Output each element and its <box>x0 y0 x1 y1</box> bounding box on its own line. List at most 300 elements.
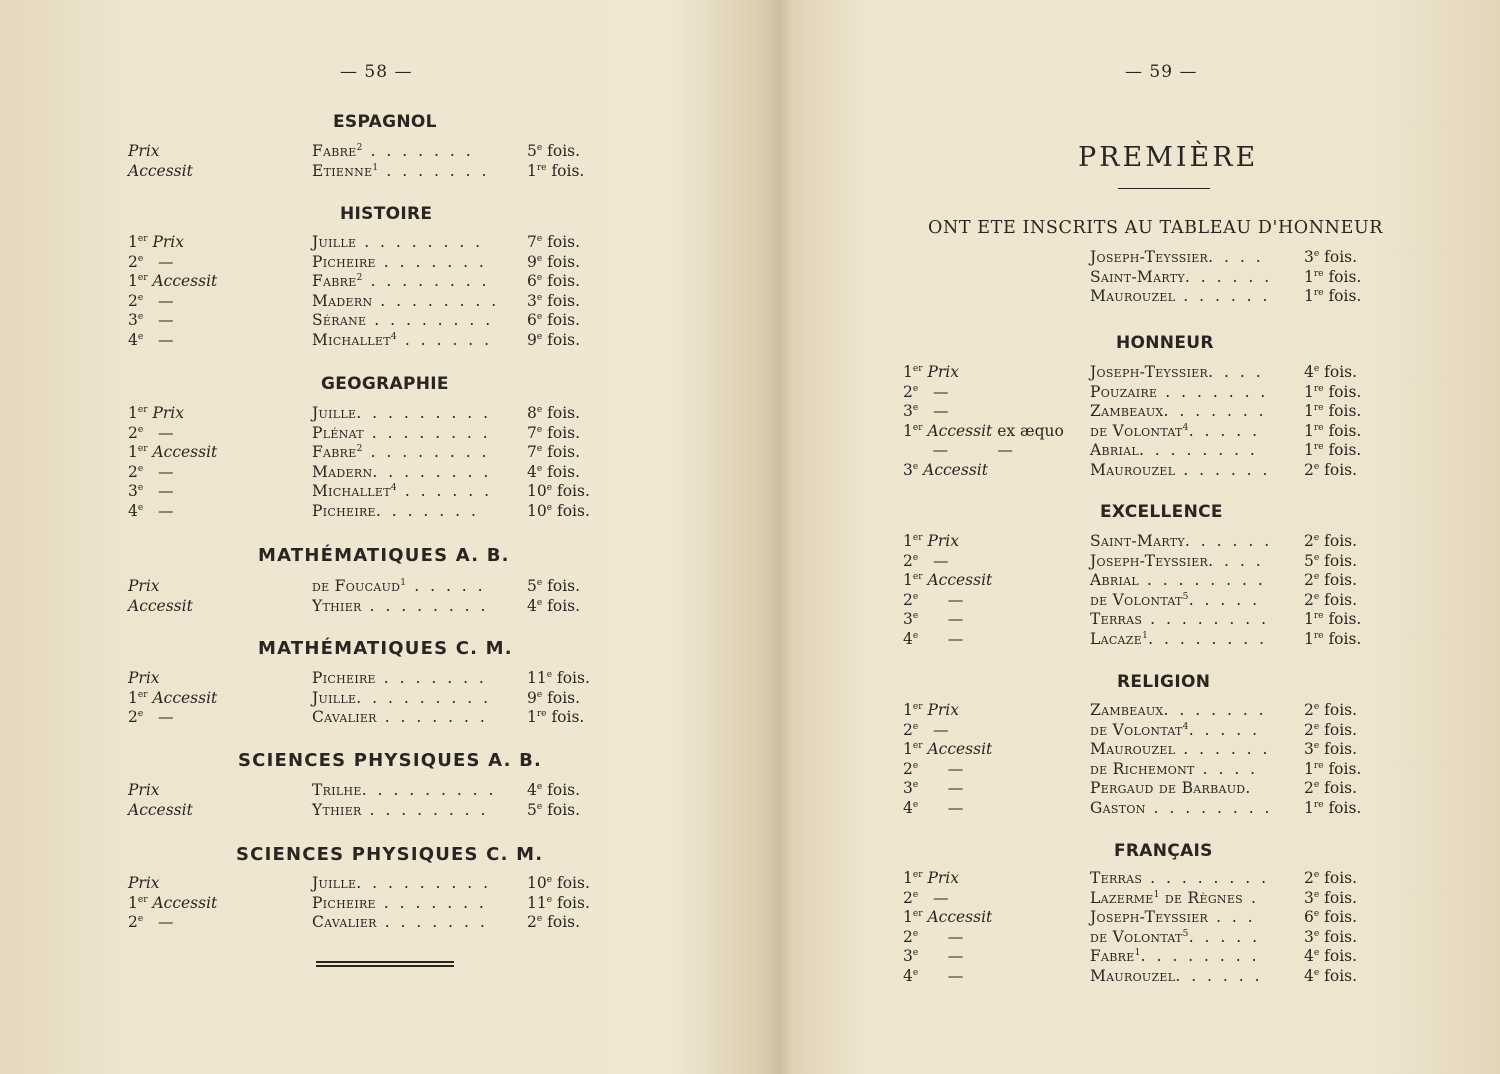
student-name <box>1090 721 1268 739</box>
student-name <box>1090 363 1272 381</box>
student-name <box>312 272 497 290</box>
award-word: — <box>918 610 964 628</box>
ordinal-number: 3 <box>903 610 913 628</box>
ex-aequo-note: ex æquo <box>992 421 1064 440</box>
times-suffix: e <box>1313 780 1320 790</box>
ordinal-suffix: e <box>912 552 919 563</box>
ordinal-number: 1 <box>128 893 138 912</box>
student-name <box>1090 610 1277 628</box>
times-word: fois. <box>542 142 581 160</box>
award-label <box>903 363 959 381</box>
times-suffix: e <box>536 597 543 608</box>
table-row <box>0 292 760 312</box>
award-label <box>128 331 173 349</box>
times-number: 4 <box>527 596 537 615</box>
award-label <box>128 781 160 799</box>
table-row <box>790 287 1500 307</box>
student-surname: Terras <box>1090 610 1143 628</box>
leader-dots: . . . . . . <box>1184 532 1281 550</box>
ordinal-number: 2 <box>128 291 138 310</box>
ordinal-number: 1 <box>903 869 913 887</box>
times-suffix: e <box>536 444 543 455</box>
times-word: fois. <box>552 893 590 912</box>
footnote-marker: 1 <box>400 578 407 588</box>
ordinal-suffix: er <box>137 894 148 905</box>
ordinal-suffix: e <box>912 889 919 900</box>
times-suffix: e <box>536 424 543 435</box>
student-surname: Cavalier <box>312 913 377 932</box>
leader-dots: . . . . . . . . <box>366 311 502 330</box>
table-row <box>0 597 760 617</box>
times-word: fois. <box>1323 287 1362 305</box>
times-number: 2 <box>1304 720 1314 739</box>
award-label <box>903 760 963 778</box>
award-label <box>128 482 173 500</box>
award-word: — <box>143 331 174 349</box>
award-label <box>128 597 193 615</box>
student-surname: Michallet <box>312 331 391 349</box>
student-surname: de Volontat <box>1090 927 1183 946</box>
times-suffix: e <box>546 483 553 494</box>
leader-dots: . . . . . . . . <box>1142 610 1277 628</box>
award-label <box>128 708 173 726</box>
section-heading: SCIENCES PHYSIQUES A. B. <box>238 750 543 771</box>
table-row <box>790 461 1500 481</box>
student-name <box>1090 383 1276 401</box>
times-count <box>1304 869 1357 887</box>
times-suffix: e <box>1313 572 1320 582</box>
table-row <box>0 874 760 894</box>
student-name <box>1090 869 1277 887</box>
ordinal-number: 3 <box>128 482 138 501</box>
times-suffix: re <box>536 162 547 173</box>
times-count <box>1304 908 1357 926</box>
award-word: — <box>143 913 174 932</box>
ordinal-number: 2 <box>128 913 138 932</box>
ordinal-suffix: er <box>912 422 923 433</box>
times-word: fois. <box>1319 966 1358 985</box>
student-surname: Sérane <box>312 311 367 330</box>
times-count <box>1304 461 1357 479</box>
times-suffix: e <box>536 253 543 264</box>
ordinal-number: 2 <box>903 720 913 739</box>
ordinal-suffix: e <box>912 799 919 810</box>
award-label <box>128 689 217 707</box>
times-suffix: e <box>1313 461 1320 472</box>
ordinal-number: 1 <box>903 532 913 550</box>
award-word: — <box>918 590 964 609</box>
ordinal-number: 1 <box>903 363 913 381</box>
award-label <box>128 669 160 687</box>
ordinal-suffix: er <box>137 405 148 415</box>
ordinal-suffix: e <box>912 461 919 472</box>
award-label <box>128 162 193 180</box>
times-word: fois. <box>1323 402 1362 420</box>
times-word: fois. <box>1319 363 1358 381</box>
ordinal-number: 1 <box>903 571 913 589</box>
leader-dots: . . . . . . . . <box>1138 441 1266 459</box>
end-rule <box>316 961 454 969</box>
times-count <box>1304 721 1357 739</box>
times-count <box>527 292 580 310</box>
award-label <box>128 424 173 442</box>
table-row <box>790 248 1500 268</box>
times-count <box>527 577 580 595</box>
award-word: Prix <box>128 781 160 799</box>
ordinal-number: 4 <box>903 798 913 817</box>
award-word: — <box>918 888 949 907</box>
award-word: Accessit <box>128 161 193 180</box>
ordinal-suffix: er <box>137 444 148 455</box>
footnote-marker: 5 <box>1182 928 1189 939</box>
times-number: 4 <box>527 462 537 481</box>
award-label <box>903 383 948 401</box>
times-count <box>527 781 580 799</box>
ordinal-suffix: er <box>912 870 923 880</box>
student-name <box>312 331 500 349</box>
times-count <box>527 233 580 251</box>
times-count <box>527 424 580 442</box>
table-row <box>0 311 760 331</box>
student-name <box>1090 889 1267 907</box>
table-row <box>790 591 1500 611</box>
award-label <box>903 552 948 570</box>
award-word: — <box>143 423 174 442</box>
leader-dots: . . . . . . <box>396 331 500 349</box>
times-word: fois. <box>1319 532 1358 550</box>
student-name <box>1090 967 1270 985</box>
times-count <box>527 894 590 912</box>
times-count <box>527 142 580 160</box>
ordinal-number: 1 <box>903 701 913 719</box>
student-surname: Juille <box>312 404 357 422</box>
leader-dots: . . . . <box>1194 759 1267 778</box>
leader-dots: . . . . . . . <box>375 502 487 520</box>
times-word: fois. <box>542 781 581 799</box>
times-suffix: e <box>536 312 543 323</box>
times-number: 10 <box>527 482 547 501</box>
award-label <box>128 253 173 271</box>
times-number: 6 <box>527 272 537 291</box>
student-name <box>1090 532 1280 550</box>
student-surname: Fabre <box>1090 947 1135 965</box>
ordinal-suffix: e <box>912 780 919 790</box>
award-label <box>128 292 173 310</box>
times-count <box>1304 947 1357 965</box>
award-word: Prix <box>128 874 160 892</box>
ordinal-number: 2 <box>128 252 138 271</box>
ordinal-suffix: er <box>912 741 923 751</box>
student-surname: Juille <box>312 688 357 707</box>
times-suffix: e <box>1313 870 1320 880</box>
award-word: Prix <box>128 577 160 595</box>
award-word: — <box>143 462 174 481</box>
times-number: 3 <box>1304 248 1314 266</box>
times-word: fois. <box>542 252 581 271</box>
table-row <box>790 779 1500 799</box>
award-word: Accessit <box>147 688 218 707</box>
times-number: 10 <box>527 874 547 892</box>
times-number: 3 <box>1304 740 1314 758</box>
student-surname: Fabre <box>312 272 357 291</box>
award-label <box>903 947 963 965</box>
times-number: 2 <box>1304 701 1314 719</box>
student-name <box>312 597 496 615</box>
times-word: fois. <box>552 669 590 687</box>
award-word: — <box>143 291 174 310</box>
ordinal-suffix: e <box>912 403 919 413</box>
ordinal-suffix: e <box>137 914 144 925</box>
student-surname: Abrial <box>1090 571 1139 589</box>
section-heading: MATHÉMATIQUES C. M. <box>258 638 513 659</box>
times-suffix: e <box>1313 889 1320 900</box>
right-page <box>790 0 1500 1074</box>
table-row <box>790 908 1500 928</box>
times-number: 1 <box>1304 402 1314 420</box>
times-count <box>527 502 590 520</box>
student-surname: Maurouzel <box>1090 966 1176 985</box>
times-word: fois. <box>1323 441 1362 459</box>
award-word: — <box>918 798 964 817</box>
times-suffix: e <box>536 914 543 925</box>
leader-dots: . . . . . . . . <box>1142 869 1277 887</box>
award-word: — <box>918 629 964 648</box>
ordinal-number: 2 <box>903 551 913 570</box>
leader-dots: . . . . . . . . <box>1148 629 1275 648</box>
times-suffix: e <box>536 578 543 588</box>
times-suffix: re <box>1313 630 1324 641</box>
student-surname: Zambeaux <box>1090 701 1164 719</box>
times-number: 10 <box>527 502 547 520</box>
times-suffix: e <box>1313 721 1320 732</box>
award-word: — <box>143 502 174 520</box>
student-name <box>1090 591 1268 609</box>
times-number: 3 <box>527 291 537 310</box>
times-count <box>1304 928 1357 946</box>
times-number: 9 <box>527 688 537 707</box>
times-number: 7 <box>527 443 537 462</box>
ordinal-suffix: e <box>912 721 919 732</box>
ordinal-number: 1 <box>128 443 138 462</box>
times-suffix: re <box>1313 799 1324 810</box>
student-name <box>312 253 495 271</box>
leader-dots: . . . . . . . . <box>361 596 497 615</box>
leader-dots: . . . . . . . . <box>372 462 500 481</box>
times-number: 7 <box>527 233 537 251</box>
table-row <box>0 913 760 933</box>
student-surname: Fabre <box>312 142 357 160</box>
times-number: 8 <box>527 404 537 422</box>
ordinal-suffix: e <box>137 503 144 513</box>
student-name <box>312 874 499 892</box>
table-row <box>0 331 760 351</box>
leader-dots: . <box>1245 779 1262 797</box>
times-number: 5 <box>527 577 537 595</box>
times-suffix: e <box>1313 249 1320 259</box>
times-count <box>1304 383 1361 401</box>
award-label <box>128 894 217 912</box>
student-surname: Etienne <box>312 161 373 180</box>
leader-dots: . . . . . . . <box>1163 402 1275 420</box>
section-heading: ESPAGNOL <box>333 112 437 132</box>
award-label <box>128 874 160 892</box>
times-word: fois. <box>1323 267 1362 286</box>
leader-dots: . . . . . . . . <box>372 291 508 310</box>
footnote-marker: 2 <box>356 273 363 284</box>
ordinal-suffix: e <box>912 760 919 771</box>
table-row <box>790 967 1500 987</box>
award-word: Prix <box>922 363 959 381</box>
times-count <box>1304 760 1361 778</box>
leader-dots: . . . . . . . . <box>362 443 498 462</box>
award-label <box>903 461 988 479</box>
table-row <box>790 268 1500 288</box>
award-label <box>903 779 963 797</box>
student-surname: Madern <box>312 462 373 481</box>
student-name <box>1090 779 1261 797</box>
leader-dots: . . . . . . . <box>375 252 495 271</box>
times-number: 1 <box>1304 759 1314 778</box>
times-suffix: e <box>546 503 553 513</box>
times-count <box>527 311 580 329</box>
student-surname: Pergaud de Barbaud <box>1090 779 1246 797</box>
ordinal-suffix: e <box>912 611 919 621</box>
award-word: — <box>143 311 174 330</box>
student-surname: Michallet <box>312 482 391 501</box>
times-suffix: e <box>536 801 543 812</box>
page-number: — 59 — <box>1125 62 1198 82</box>
award-label <box>128 311 173 329</box>
times-count <box>527 162 584 180</box>
student-surname: Pouzaire <box>1090 382 1158 401</box>
table-row <box>0 502 760 522</box>
student-name <box>1090 630 1275 648</box>
times-suffix: e <box>536 273 543 284</box>
award-label <box>903 889 948 907</box>
student-surname: Saint-Marty <box>1090 532 1185 550</box>
award-label <box>903 740 992 758</box>
times-suffix: e <box>536 332 543 342</box>
table-row <box>790 441 1500 461</box>
leader-dots: . . . . . <box>406 577 494 595</box>
times-count <box>527 331 580 349</box>
times-suffix: e <box>536 463 543 474</box>
award-word: — <box>918 779 964 797</box>
section-heading: HONNEUR <box>1116 333 1214 353</box>
times-count <box>1304 552 1357 570</box>
leader-dots: . . . . . . . <box>375 893 495 912</box>
times-word: fois. <box>1319 248 1358 266</box>
ordinal-suffix: e <box>912 948 919 958</box>
leader-dots: . . . . . . . <box>375 669 495 687</box>
table-row <box>0 482 760 502</box>
table-row <box>0 463 760 483</box>
table-row <box>790 532 1500 552</box>
times-count <box>527 272 580 290</box>
times-count <box>527 708 584 726</box>
times-suffix: e <box>1313 591 1320 602</box>
award-word: — <box>918 966 964 985</box>
times-suffix: e <box>1313 552 1320 563</box>
student-name <box>312 482 500 500</box>
times-number: 3 <box>1304 927 1314 946</box>
award-word: — <box>143 252 174 271</box>
leader-dots: . . . . . . . <box>1157 382 1277 401</box>
ordinal-number: 1 <box>128 688 138 707</box>
student-surname: de Volontat <box>1090 421 1183 440</box>
times-count <box>527 689 580 707</box>
student-name <box>312 424 499 442</box>
student-name <box>1090 552 1272 570</box>
student-name <box>312 311 501 329</box>
times-number: 2 <box>1304 460 1314 479</box>
times-number: 1 <box>1304 287 1314 305</box>
times-count <box>1304 441 1361 459</box>
ordinal-suffix: e <box>912 383 919 394</box>
footnote-marker: 1 <box>1153 889 1160 900</box>
student-name <box>312 162 497 180</box>
times-count <box>1304 591 1357 609</box>
student-name <box>312 292 507 310</box>
award-label <box>903 441 1013 459</box>
times-word: fois. <box>542 577 581 595</box>
award-word: — <box>918 551 949 570</box>
student-name <box>312 404 499 422</box>
times-count <box>1304 630 1361 648</box>
times-suffix: re <box>1313 383 1324 394</box>
award-word: Accessit <box>128 596 193 615</box>
student-name <box>1090 571 1274 589</box>
times-count <box>527 463 580 481</box>
times-number: 9 <box>527 252 537 271</box>
times-number: 5 <box>527 800 537 819</box>
ordinal-number: 1 <box>128 272 138 291</box>
award-label <box>128 577 160 595</box>
student-surname: Joseph-Teyssier <box>1090 551 1209 570</box>
student-name <box>312 894 495 912</box>
times-count <box>1304 402 1361 420</box>
student-name <box>312 233 491 251</box>
page-number: — 58 — <box>340 62 413 82</box>
leader-dots: . . . . . . . . <box>1140 947 1268 965</box>
student-surname: Maurouzel <box>1090 740 1176 758</box>
ordinal-number: 3 <box>903 779 913 797</box>
student-name <box>312 689 499 707</box>
ordinal-suffix: e <box>137 292 144 303</box>
ordinal-number: 2 <box>903 759 913 778</box>
times-suffix: re <box>1313 268 1324 279</box>
leader-dots: . . . . <box>1208 248 1272 266</box>
table-row <box>790 402 1500 422</box>
times-number: 1 <box>1304 421 1314 440</box>
ordinal-suffix: er <box>912 533 923 543</box>
student-surname: Ythier <box>312 596 362 615</box>
ordinal-number: 1 <box>903 908 913 926</box>
leader-dots: . . . . . . . . <box>1138 571 1274 589</box>
table-row <box>0 162 760 182</box>
section-heading: FRANÇAIS <box>1114 841 1213 861</box>
times-number: 2 <box>1304 590 1314 609</box>
table-row <box>0 708 760 728</box>
times-word: fois. <box>1323 798 1362 817</box>
student-name <box>1090 701 1275 719</box>
award-label <box>128 502 173 520</box>
student-surname: Trilhe <box>312 781 362 799</box>
ordinal-suffix: e <box>137 483 144 494</box>
student-surname: Maurouzel <box>1090 460 1176 479</box>
title-rule <box>1118 188 1210 189</box>
leader-dots: . . . . . . . . . <box>356 688 499 707</box>
